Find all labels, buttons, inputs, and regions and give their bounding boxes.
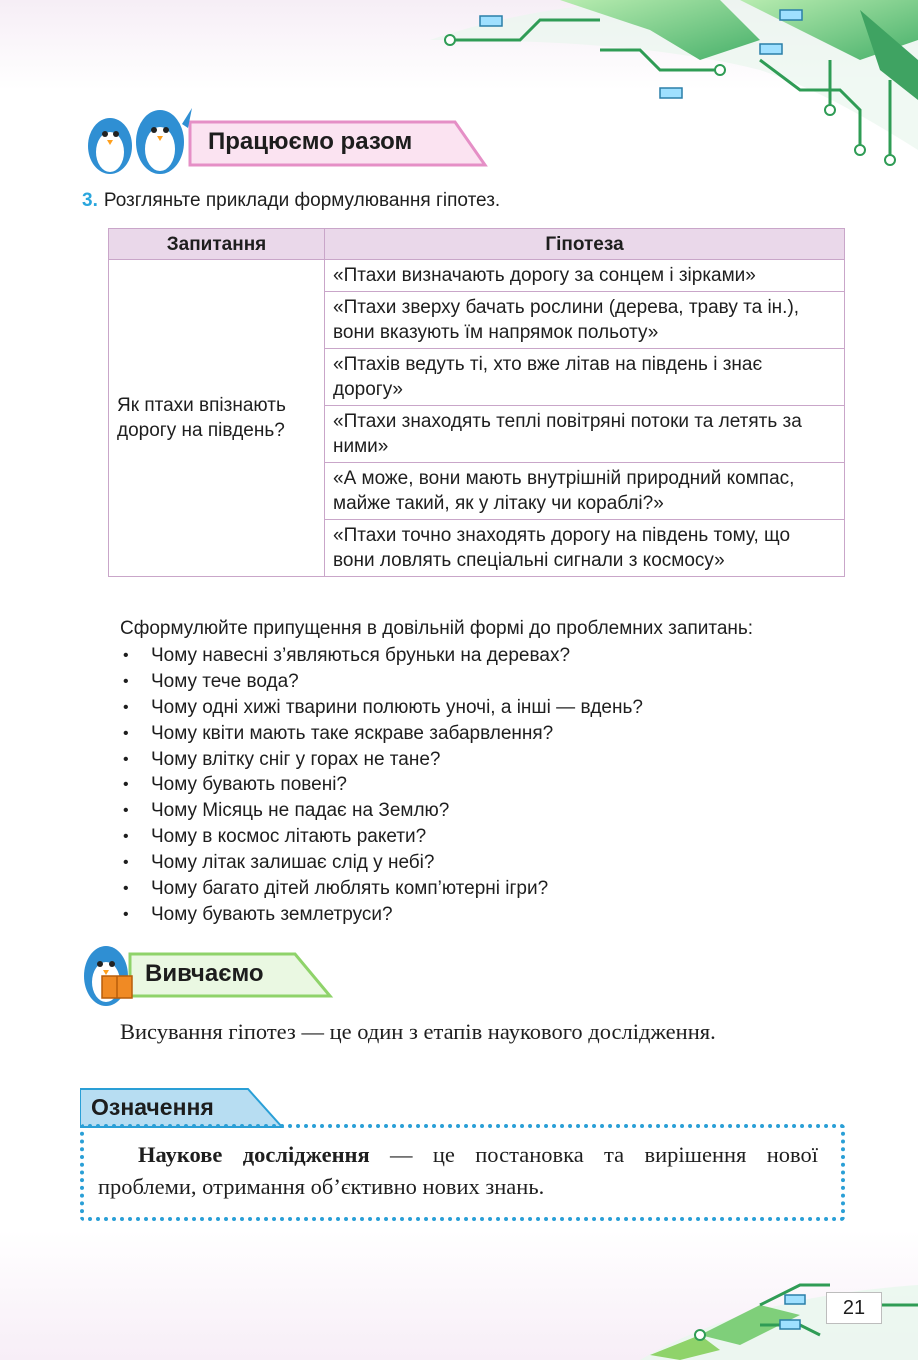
hypothesis-cell: «Птахи визначають дорогу за сонцем і зірками» — [325, 260, 845, 292]
list-item: • Чому навесні з’являються бруньки на деревах? — [120, 643, 643, 669]
list-item: • Чому бувають землетруси? — [120, 902, 643, 928]
body-paragraph: Висування гіпотез — це один з етапів наукового дослідження. — [120, 1019, 716, 1044]
definition-term: Наукове дослідження — [138, 1142, 370, 1167]
task-number: 3. — [82, 190, 98, 211]
section-title-studying: Вивчаємо — [145, 960, 264, 987]
page-number: 21 — [826, 1292, 882, 1324]
list-item: • Чому тече вода? — [120, 669, 643, 695]
list-item: • Чому в космос літають ракети? — [120, 824, 643, 850]
hypothesis-cell: «Птахи зверху бачать рослини (дерева, траву та ін.), вони вказують їм напрямок польоту» — [325, 292, 845, 349]
definition-text — [98, 1139, 818, 1203]
list-item: • Чому бувають повені? — [120, 772, 643, 798]
task-text: Розгляньте приклади формулювання гіпотез. — [103, 190, 501, 211]
table-header-row — [109, 229, 845, 260]
list-item: • Чому одні хижі тварини полюють уночі, а інші — вдень? — [120, 695, 643, 721]
definition-body: — це постановка та вирішення нової проблеми, отримання об’єктивно нових знань. — [98, 1142, 818, 1199]
hypothesis-cell: «Птахи точно знаходять дорогу на південь тому, що вони ловлять спеціальні сигнали з космосу» — [325, 520, 845, 577]
circuit-decoration-bottom — [0, 1265, 918, 1360]
definition-label-text: Означення — [91, 1094, 214, 1120]
hypotheses-table — [108, 228, 845, 577]
list-item: • Чому багато дітей люблять комп’ютерні ігри? — [120, 876, 643, 902]
header-hypothesis: Гіпотеза — [325, 229, 845, 260]
hypothesis-cell: «Птахів ведуть ті, хто вже літав на південь і знає дорогу» — [325, 349, 845, 406]
hypothesis-cell: «Птахи знаходять теплі повітряні потоки та летять за ними» — [325, 406, 845, 463]
list-item: • Чому Місяць не падає на Землю? — [120, 798, 643, 824]
prompt-text: Сформулюйте припущення в довільній формі до проблемних запитань: — [120, 618, 754, 639]
list-item: • Чому літак залишає слід у небі? — [120, 850, 643, 876]
section-title-working-together: Працюємо разом — [208, 128, 413, 155]
hypothesis-cell: «А може, вони мають внутрішній природний компас, майже такий, як у літаку чи кораблі?» — [325, 463, 845, 520]
task-line — [82, 190, 500, 212]
penguin-with-book-icon — [78, 940, 140, 1010]
header-question: Запитання — [109, 229, 325, 260]
list-item: • Чому квіти мають таке яскраве забарвлення? — [120, 721, 643, 747]
table-row — [109, 260, 845, 292]
list-item: • Чому влітку сніг у горах не тане? — [120, 747, 643, 773]
questions-list — [120, 643, 643, 928]
penguins-icon — [80, 104, 200, 176]
question-cell: Як птахи впізнають дорогу на південь? — [109, 260, 325, 577]
